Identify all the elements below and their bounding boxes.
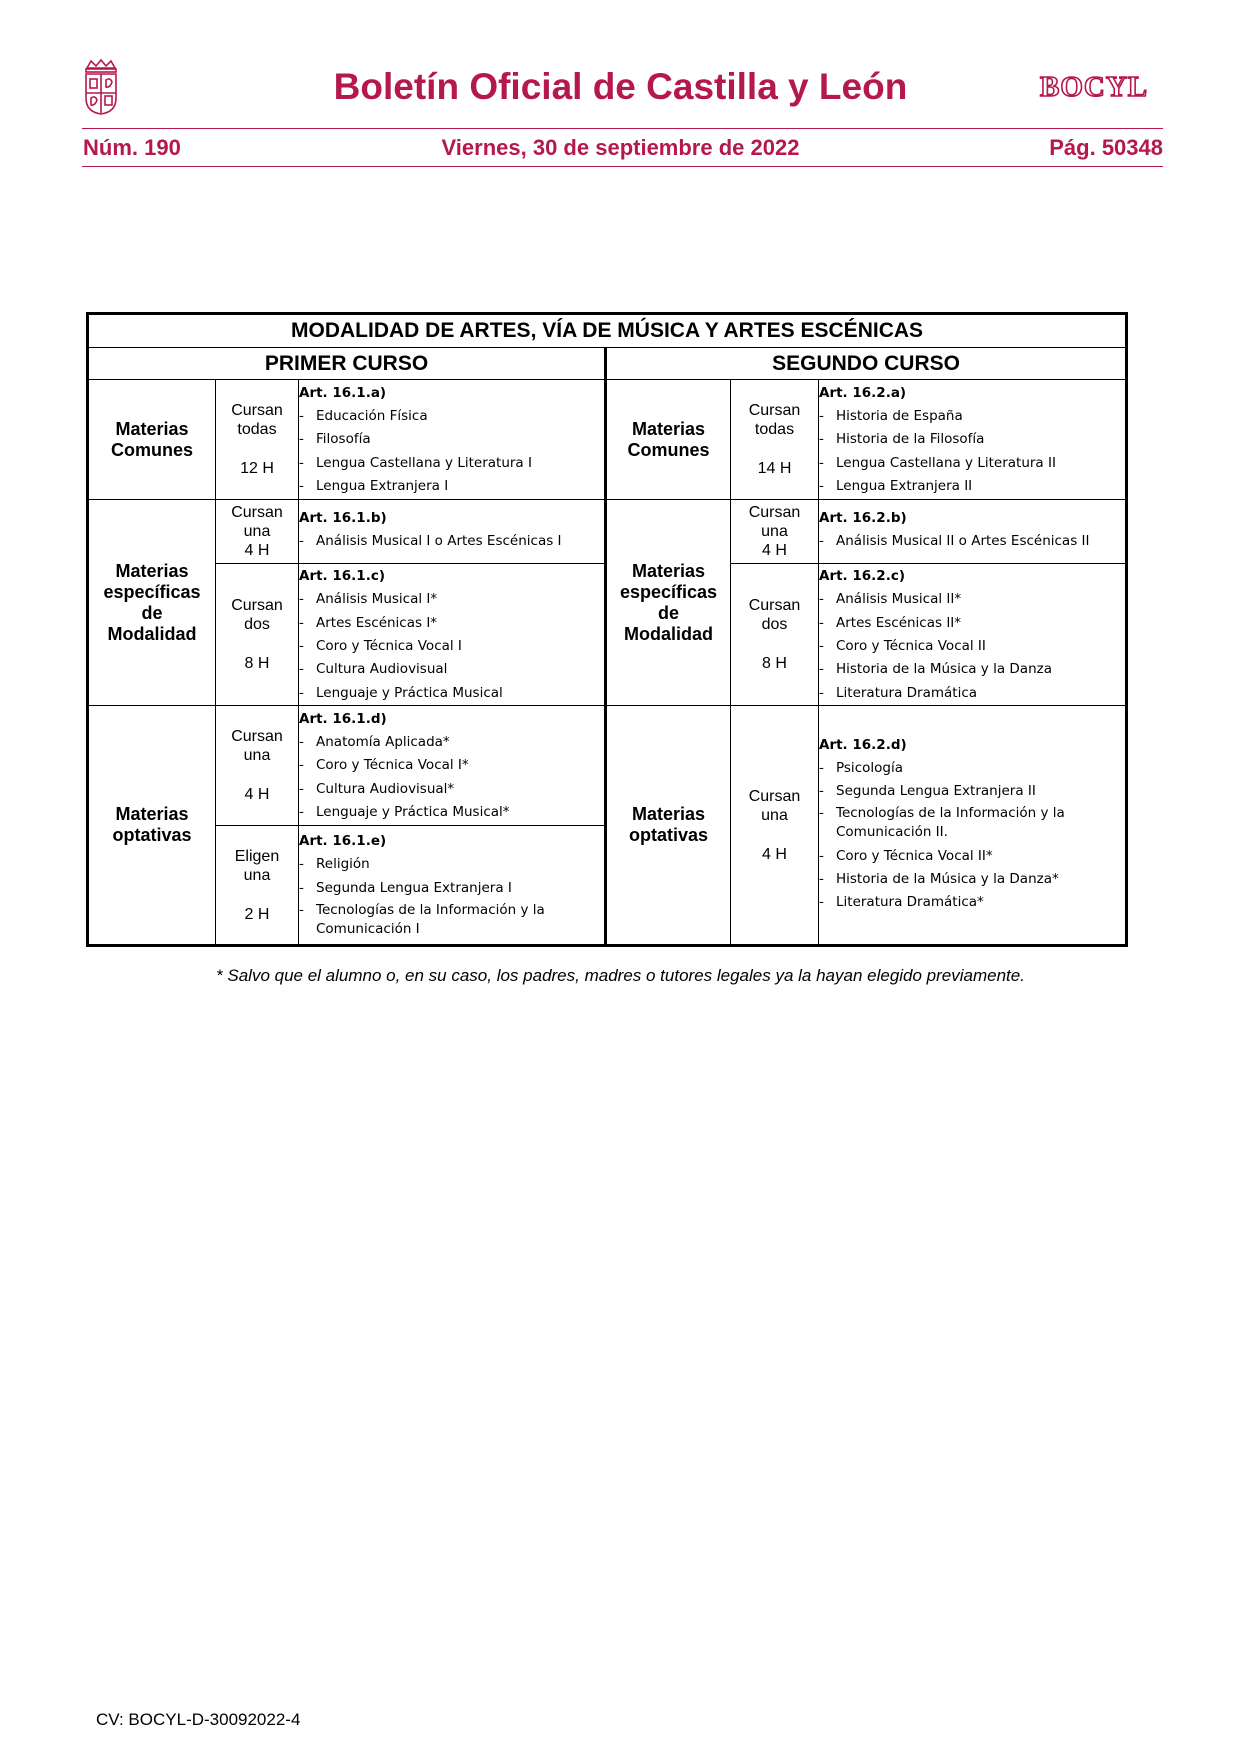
- subject-item: - Análisis Musical II*: [819, 589, 1125, 609]
- subject-item: - Coro y Técnica Vocal I*: [299, 755, 604, 775]
- subject-item: - Cultura Audiovisual: [299, 659, 604, 679]
- subject-item: - Análisis Musical I o Artes Escénicas I: [299, 531, 604, 551]
- hours-label: una: [761, 523, 788, 540]
- segundo-especificas-category-text: Materias específicas de Modalidad: [619, 560, 718, 644]
- segundo-comunes-hours: [731, 380, 819, 500]
- subject-item: - Historia de la Música y la Danza: [819, 659, 1125, 679]
- subject-item: - Educación Física: [299, 406, 604, 426]
- segundo-especificas-c-subjects: [819, 564, 1127, 706]
- hours-label: Cursan: [748, 787, 801, 805]
- primer-especificas-c-hours: [216, 564, 299, 706]
- hours-label: una: [243, 747, 271, 764]
- issue-number: Núm. 190: [83, 135, 181, 160]
- hours-label: Cursan: [748, 504, 801, 521]
- hours-value: 8 H: [244, 655, 270, 672]
- subject-item: - Análisis Musical I*: [299, 589, 604, 609]
- hours-label: Cursan: [231, 402, 283, 419]
- subject-item: - Segunda Lengua Extranjera I: [299, 878, 604, 898]
- subject-item: - Lenguaje y Práctica Musical: [299, 683, 604, 703]
- hours-label: todas: [237, 421, 277, 438]
- segundo-comunes-subjects: [819, 380, 1127, 500]
- meta-rule: [82, 166, 1163, 167]
- hours-label: dos: [761, 616, 788, 633]
- segundo-comunes-category-text: Materias Comunes: [627, 418, 710, 460]
- segundo-especificas-b-subjects: [819, 500, 1127, 564]
- primer-comunes-category-text: Materias Comunes: [110, 418, 193, 460]
- hours-label: dos: [244, 616, 270, 633]
- subject-item: - Segunda Lengua Extranjera II: [819, 781, 1125, 801]
- issue-date: Viernes, 30 de septiembre de 2022: [441, 135, 800, 160]
- subject-item: - Lengua Extranjera I: [299, 476, 604, 496]
- header-rule: [82, 128, 1163, 129]
- primer-comunes-subjects: [299, 380, 606, 500]
- hours-value: 4 H: [762, 845, 787, 863]
- primer-especificas-b-subjects: [299, 500, 606, 564]
- subject-item: - Análisis Musical II o Artes Escénicas II: [819, 531, 1125, 551]
- subject-item: - Artes Escénicas I*: [299, 613, 604, 633]
- subject-item: - Coro y Técnica Vocal II*: [819, 846, 1125, 866]
- segundo-optativas-d-hours: [731, 706, 819, 946]
- subject-item: - Religión: [299, 854, 604, 874]
- subject-item: - Literatura Dramática: [819, 683, 1125, 703]
- page-number: Pág. 50348: [1049, 135, 1163, 160]
- primer-especificas-b-hours: [216, 500, 299, 564]
- hours-label: todas: [754, 421, 795, 438]
- article-ref: Art. 16.1.a): [299, 385, 387, 402]
- subject-item: - Artes Escénicas II*: [819, 613, 1125, 633]
- primer-especificas-category-text: Materias específicas de Modalidad: [103, 560, 201, 644]
- cv-code: CV: BOCYL-D-30092022-4: [96, 1710, 301, 1729]
- subject-item: - Lengua Castellana y Literatura II: [819, 453, 1125, 473]
- primer-comunes-category: [88, 380, 216, 500]
- subject-item: - Anatomía Aplicada*: [299, 732, 604, 752]
- article-ref: Art. 16.1.d): [299, 711, 387, 728]
- primer-comunes-hours: [216, 380, 299, 500]
- subject-item: - Literatura Dramática*: [819, 892, 1125, 912]
- subject-item: - Lengua Extranjera II: [819, 476, 1125, 496]
- article-ref: Art. 16.2.d): [819, 736, 907, 753]
- segundo-comunes-category: [606, 380, 731, 500]
- segundo-optativas-category-text: Materias optativas: [628, 804, 709, 845]
- subject-item: - Tecnologías de la Información y la Comunicación I: [299, 901, 604, 939]
- article-ref: Art. 16.1.c): [299, 568, 385, 585]
- segundo-curso-heading: SEGUNDO CURSO: [606, 348, 1127, 380]
- subject-item: - Lenguaje y Práctica Musical*: [299, 802, 604, 822]
- primer-especificas-c-subjects: [299, 564, 606, 706]
- table-title: MODALIDAD DE ARTES, VÍA DE MÚSICA Y ARTES ESCÉNICAS: [88, 314, 1127, 348]
- primer-optativas-category-text: Materias optativas: [112, 804, 192, 845]
- bulletin-title: Boletín Oficial de Castilla y León: [333, 66, 908, 107]
- hours-value: 4 H: [244, 542, 270, 559]
- curriculum-table: [86, 312, 1128, 947]
- hours-value: 12 H: [240, 460, 274, 477]
- primer-optativas-category: [88, 706, 216, 946]
- subject-item: - Cultura Audiovisual*: [299, 779, 604, 799]
- subject-item: - Psicología: [819, 758, 1125, 778]
- subject-item: - Historia de la Filosofía: [819, 429, 1125, 449]
- subject-item: - Tecnologías de la Información y la Comunicación II.: [819, 804, 1125, 842]
- article-ref: Art. 16.2.b): [819, 510, 907, 527]
- hours-value: 14 H: [757, 460, 792, 477]
- article-ref: Art. 16.1.e): [299, 833, 387, 850]
- subject-item: - Coro y Técnica Vocal II: [819, 636, 1125, 656]
- primer-especificas-category: [88, 500, 216, 706]
- primer-curso-heading: PRIMER CURSO: [88, 348, 606, 380]
- subject-item: - Coro y Técnica Vocal I: [299, 636, 604, 656]
- article-ref: Art. 16.1.b): [299, 510, 387, 527]
- segundo-optativas-category: [606, 706, 731, 946]
- hours-label: Cursan: [231, 504, 283, 521]
- article-ref: Art. 16.2.a): [819, 385, 907, 402]
- segundo-especificas-category: [606, 500, 731, 706]
- article-ref: Art. 16.2.c): [819, 568, 905, 585]
- footnote: * Salvo que el alumno o, en su caso, los padres, madres o tutores legales ya la hayan elegido previamente.: [216, 966, 1025, 985]
- bocyl-logo: BOCYL: [1040, 71, 1149, 103]
- primer-optativas-e-hours: [216, 826, 299, 946]
- hours-label: Cursan: [748, 402, 801, 419]
- hours-label: Eligen: [234, 847, 280, 865]
- hours-label: Cursan: [231, 597, 283, 614]
- primer-optativas-e-subjects: [299, 826, 606, 946]
- segundo-especificas-b-hours: [731, 500, 819, 564]
- hours-label: una: [243, 523, 271, 540]
- hours-value: 2 H: [244, 905, 270, 923]
- subject-item: - Historia de España: [819, 406, 1125, 426]
- hours-value: 4 H: [762, 542, 787, 559]
- primer-optativas-d-hours: [216, 706, 299, 826]
- hours-label: Cursan: [748, 597, 801, 614]
- segundo-optativas-d-subjects: [819, 706, 1127, 946]
- hours-label: una: [243, 866, 271, 884]
- hours-value: 4 H: [244, 786, 270, 803]
- subject-item: - Filosofía: [299, 429, 604, 449]
- hours-label: Cursan: [231, 728, 283, 745]
- subject-item: - Lengua Castellana y Literatura I: [299, 453, 604, 473]
- segundo-especificas-c-hours: [731, 564, 819, 706]
- hours-label: una: [761, 806, 788, 824]
- subject-item: - Historia de la Música y la Danza*: [819, 869, 1125, 889]
- hours-value: 8 H: [762, 655, 787, 672]
- primer-optativas-d-subjects: [299, 706, 606, 826]
